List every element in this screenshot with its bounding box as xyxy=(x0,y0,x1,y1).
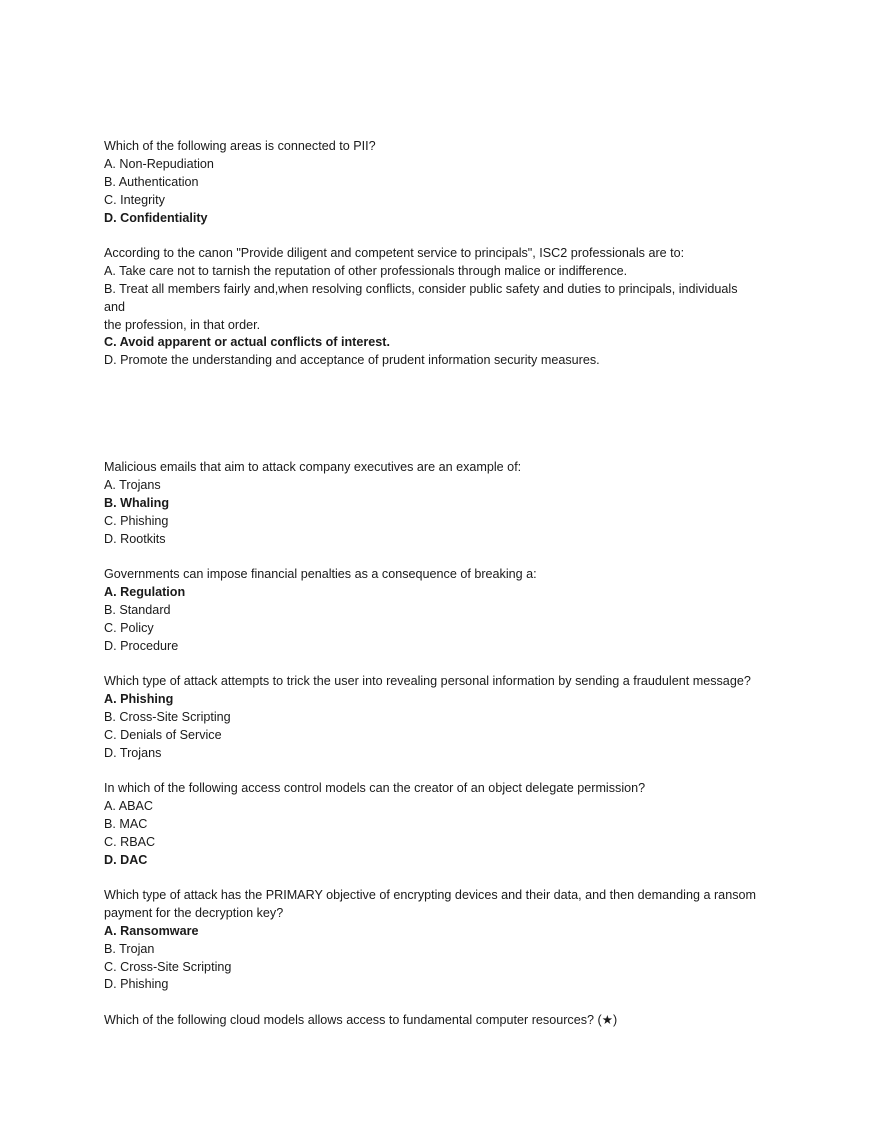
correct-answer: C. Avoid apparent or actual conflicts of interest. xyxy=(104,335,390,350)
question-block xyxy=(104,1012,794,1030)
correct-answer: D. DAC xyxy=(104,852,148,867)
answer-option: C. Phishing xyxy=(104,513,169,528)
answer-option: B. MAC xyxy=(104,816,148,831)
question-block xyxy=(104,566,794,655)
correct-answer: A. Ransomware xyxy=(104,923,199,938)
question-block xyxy=(104,780,794,869)
answer-option: D. Rootkits xyxy=(104,531,166,546)
answer-option: D. Procedure xyxy=(104,638,179,653)
question-block xyxy=(104,245,794,370)
correct-answer: D. Confidentiality xyxy=(104,210,208,225)
question-text: Which of the following cloud models allows access to fundamental computer resources? (★) xyxy=(104,1013,618,1027)
answer-option: B. Trojan xyxy=(104,941,155,956)
question-text: Which type of attack attempts to trick the user into revealing personal information by sending a fraudulent message? xyxy=(104,674,751,688)
answer-option: D. Phishing xyxy=(104,977,169,992)
answer-option: C. RBAC xyxy=(104,834,156,849)
correct-answer: B. Whaling xyxy=(104,495,170,510)
answer-option: C. Integrity xyxy=(104,192,165,207)
answer-option: C. Cross-Site Scripting xyxy=(104,959,232,974)
question-text: In which of the following access control models can the creator of an object delegate permission? xyxy=(104,781,646,795)
question-text: Which type of attack has the PRIMARY objective of encrypting devices and their data, and then demanding a ransom xyxy=(104,888,756,902)
answer-option: B. Authentication xyxy=(104,174,199,189)
answer-option: A. Trojans xyxy=(104,477,161,492)
answer-option: A. Take care not to tarnish the reputation of other professionals through malice or indifference. xyxy=(104,263,628,278)
question-block xyxy=(104,138,794,227)
answer-option: B. Treat all members fairly and,when resolving conflicts, consider public safety and duties to principals, individuals xyxy=(104,281,738,296)
question-block xyxy=(104,673,794,762)
answer-option: A. ABAC xyxy=(104,798,153,813)
correct-answer: A. Regulation xyxy=(104,584,186,599)
question-text: Which of the following areas is connected to PII? xyxy=(104,139,376,153)
answer-option: B. Cross-Site Scripting xyxy=(104,709,231,724)
question-text: Malicious emails that aim to attack company executives are an example of: xyxy=(104,460,522,474)
answer-option: D. Trojans xyxy=(104,745,162,760)
question-text: Governments can impose financial penalties as a consequence of breaking a: xyxy=(104,567,537,581)
correct-answer: A. Phishing xyxy=(104,691,174,706)
answer-option: and xyxy=(104,299,126,314)
question-block xyxy=(104,459,794,548)
answer-option: the profession, in that order. xyxy=(104,317,261,332)
answer-option: B. Standard xyxy=(104,602,171,617)
answer-option: payment for the decryption key? xyxy=(104,905,284,920)
question-block xyxy=(104,887,794,994)
answer-option: D. Promote the understanding and acceptance of prudent information security measures. xyxy=(104,353,600,368)
answer-option: C. Denials of Service xyxy=(104,727,222,742)
answer-option: C. Policy xyxy=(104,620,154,635)
answer-option: A. Non-Repudiation xyxy=(104,156,214,171)
question-text: According to the canon "Provide diligent and competent service to principals", ISC2 professionals are to: xyxy=(104,246,685,260)
